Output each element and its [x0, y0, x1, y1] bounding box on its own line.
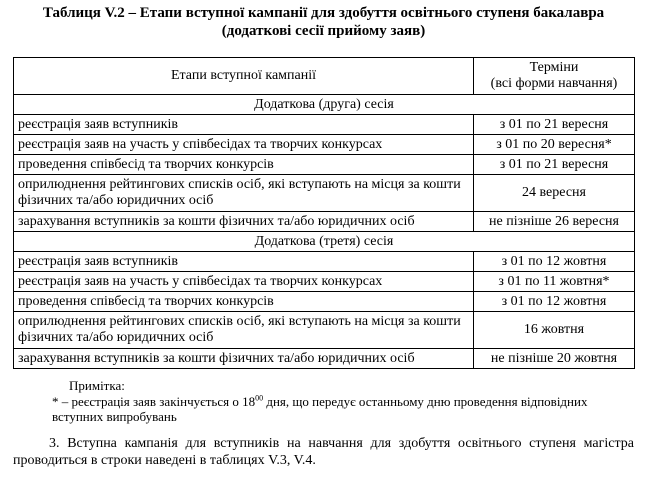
note-label: Примітка:	[69, 378, 125, 393]
table-subtitle: (додаткові сесії прийому заяв)	[221, 23, 426, 39]
term-cell: з 01 по 21 вересня	[474, 115, 635, 135]
col-header-terms-line2: (всі форми навчання)	[490, 76, 618, 91]
stage-cell: реєстрація заяв на участь у співбесідах та творчих конкурсах	[14, 272, 474, 292]
table-row	[14, 252, 635, 272]
session-title: Додаткова (третя) сесія	[14, 232, 635, 252]
session-row	[14, 95, 635, 115]
term-cell: 16 жовтня	[474, 312, 635, 349]
stage-cell: оприлюднення рейтингових списків осіб, які вступають на місця за кошти фізичних та/або юридичних осіб	[14, 312, 474, 349]
stage-cell: реєстрація заяв вступників	[14, 252, 474, 272]
stage-cell: зарахування вступників за кошти фізичних та/або юридичних осіб	[14, 349, 474, 369]
stage-cell: зарахування вступників за кошти фізичних та/або юридичних осіб	[14, 212, 474, 232]
table-row	[14, 175, 635, 212]
term-cell: не пізніше 20 жовтня	[474, 349, 635, 369]
col-header-stages: Етапи вступної кампанії	[14, 58, 474, 95]
body-paragraph: 3. Вступна кампанія для вступників на навчання для здобуття освітнього ступеня магістра проводиться в строки наведені в таблицях V.3, V.4.	[13, 436, 634, 468]
table-row	[14, 212, 635, 232]
term-cell: з 01 по 21 вересня	[474, 155, 635, 175]
table-row	[14, 349, 635, 369]
table-row	[14, 312, 635, 349]
term-cell: з 01 по 12 жовтня	[474, 292, 635, 312]
table-title: Таблиця V.2 – Етапи вступної кампанії для здобуття освітнього ступеня бакалавра	[42, 5, 605, 21]
stage-cell: реєстрація заяв вступників	[14, 115, 474, 135]
table-row	[14, 272, 635, 292]
stage-cell: проведення співбесід та творчих конкурсів	[14, 155, 474, 175]
term-cell: 24 вересня	[474, 175, 635, 212]
term-cell: не пізніше 26 вересня	[474, 212, 635, 232]
session-row	[14, 232, 635, 252]
table-row	[14, 135, 635, 155]
note-text	[52, 394, 632, 424]
col-header-terms-line1: Терміни	[529, 60, 579, 75]
term-cell: з 01 по 11 жовтня*	[474, 272, 635, 292]
term-cell: з 01 по 20 вересня*	[474, 135, 635, 155]
session-title: Додаткова (друга) сесія	[14, 95, 635, 115]
table-row	[14, 292, 635, 312]
term-cell: з 01 по 12 жовтня	[474, 252, 635, 272]
stage-cell: оприлюднення рейтингових списків осіб, які вступають на місця за кошти фізичних та/або юридичних осіб	[14, 175, 474, 212]
table-row	[14, 155, 635, 175]
note-superscript: 00	[255, 393, 264, 403]
stage-cell: реєстрація заяв на участь у співбесідах та творчих конкурсах	[14, 135, 474, 155]
col-header-terms	[474, 58, 635, 95]
note-text-end: дня, що передує останньому дню проведення відповідних вступних випробувань	[52, 394, 588, 424]
table-row	[14, 115, 635, 135]
table-header-row	[14, 58, 635, 95]
admission-stages-table	[13, 57, 635, 369]
stage-cell: проведення співбесід та творчих конкурсів	[14, 292, 474, 312]
note-text-start: * – реєстрація заяв закінчується о 18	[52, 394, 256, 409]
